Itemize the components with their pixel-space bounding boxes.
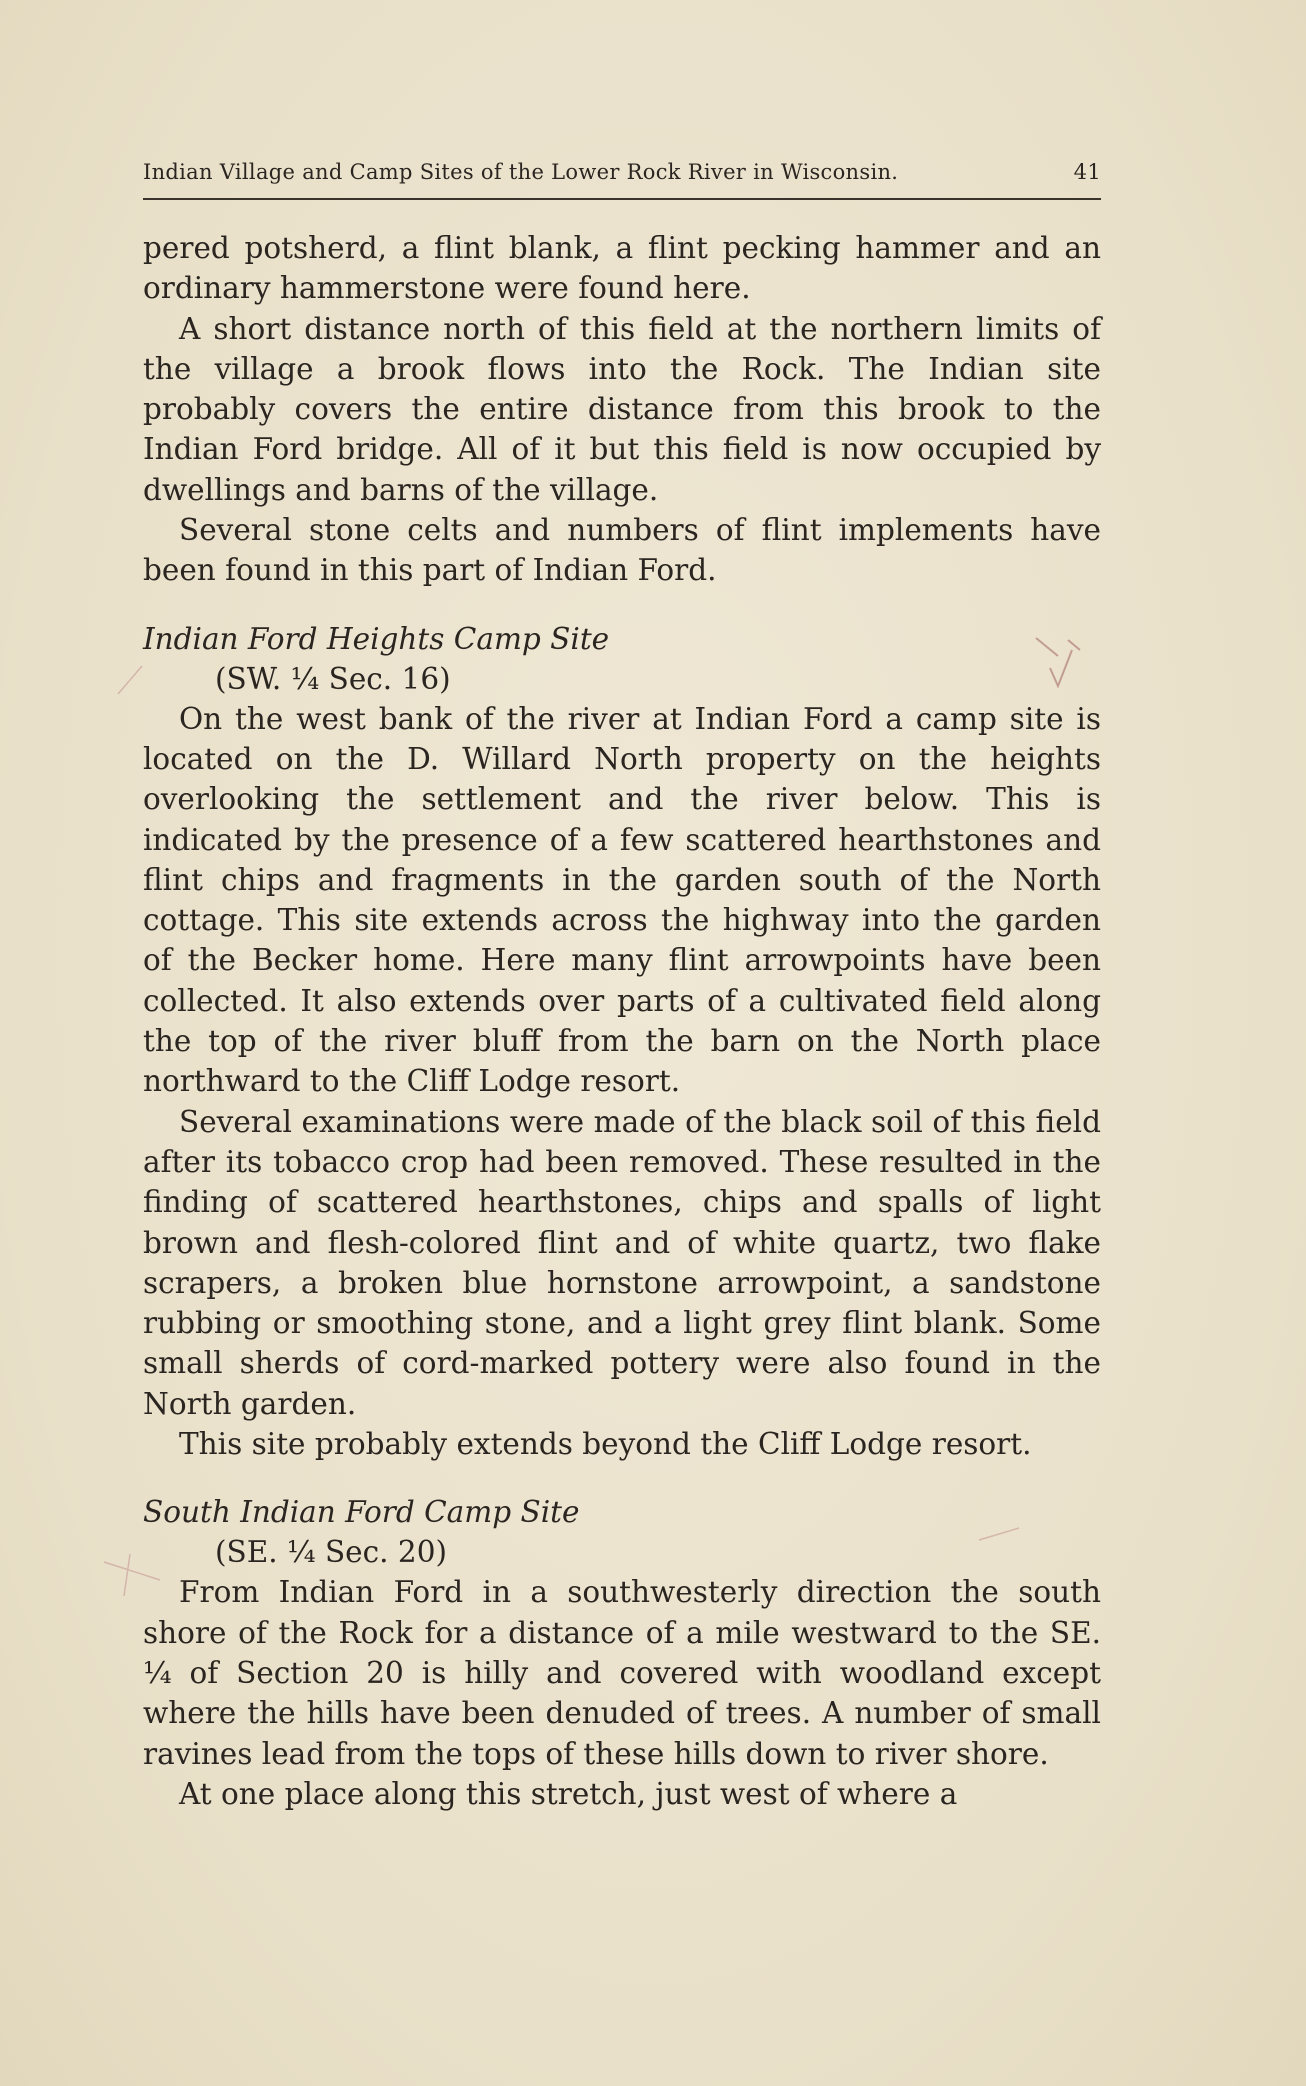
paragraph: On the west bank of the river at Indian Ford a camp site is located on the D. Willard North property on the heights overlooking the settlement and the river below. This is indicated by the presence of a few scattered hearthstones and flint chips and fragments in the garden south of the North cottage. This site extends across the highway into the garden of the Becker home. Here many flint arrowpoints have been collected. It also extends over parts of a cultivated field along the top of the river bluff from the barn on the North place northward to the Cliff Lodge resort. bbox=[143, 701, 1101, 1099]
paragraph: This site probably extends beyond the Cliff Lodge resort. bbox=[179, 1427, 1032, 1462]
page-number: 41 bbox=[1073, 160, 1101, 184]
section-heading: South Indian Ford Camp Site bbox=[143, 1495, 580, 1530]
paragraph: At one place along this stretch, just west of where a bbox=[179, 1776, 958, 1811]
section-location: (SW. ¼ Sec. 16) bbox=[215, 661, 451, 696]
section-location: (SE. ¼ Sec. 20) bbox=[215, 1535, 447, 1570]
section-heading: Indian Ford Heights Camp Site bbox=[143, 621, 610, 656]
running-header bbox=[143, 160, 1101, 184]
paragraph: Several stone celts and numbers of flint implements have been found in this part of Indian Ford. bbox=[143, 513, 1101, 588]
paragraph: A short distance north of this field at the northern limits of the village a brook flows into the Rock. The Indian site probably covers the entire distance from this brook to the Indian Ford bridge. All of it but this field is now occupied by dwellings and barns of the village. bbox=[143, 311, 1101, 507]
paragraph: pered potsherd, a flint blank, a flint pecking hammer and an ordinary hammerstone were found here. bbox=[143, 231, 1101, 306]
page-body bbox=[143, 228, 1101, 1814]
header-rule bbox=[143, 198, 1101, 200]
running-title: Indian Village and Camp Sites of the Lower Rock River in Wisconsin. bbox=[143, 160, 899, 184]
paragraph: From Indian Ford in a southwesterly direction the south shore of the Rock for a distance of a mile westward to the SE. ¼ of Section 20 is hilly and covered with woodland except where the hills have been denuded of trees. A number of small ravines lead from the tops of these hills down to river shore. bbox=[143, 1575, 1101, 1771]
paragraph: Several examinations were made of the black soil of this field after its tobacco crop had been removed. These resulted in the finding of scattered hearthstones, chips and spalls of light brown and flesh-colored flint and of white quartz, two flake scrapers, a broken blue hornstone arrowpoint, a sandstone rubbing or smoothing stone, and a light grey flint blank. Some small sherds of cord-marked pottery were also found in the North garden. bbox=[143, 1104, 1101, 1421]
